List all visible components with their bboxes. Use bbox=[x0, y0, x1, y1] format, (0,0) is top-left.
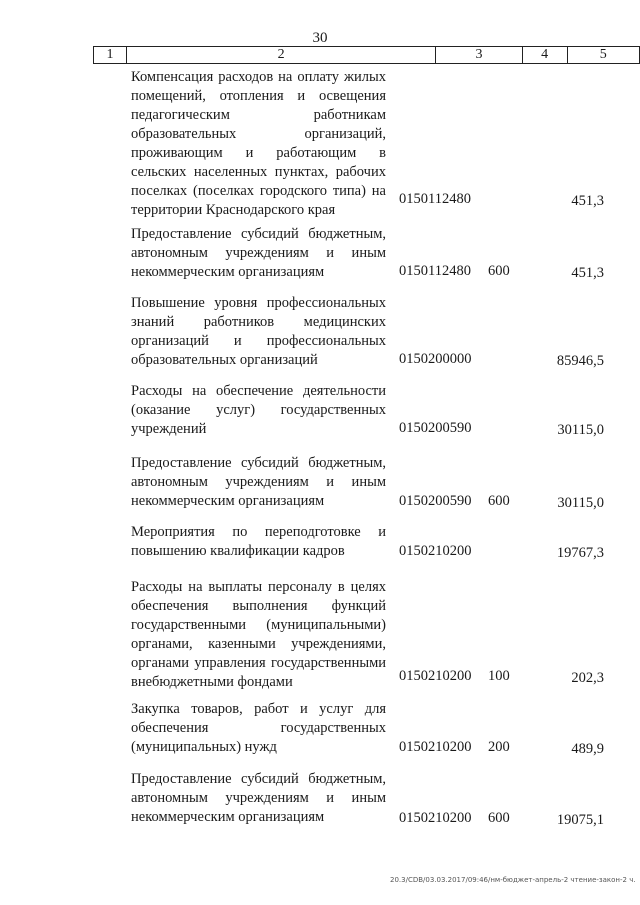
row-description: Расходы на обеспечение деятельности (оказание услуг) государственных учреждений bbox=[131, 383, 386, 437]
row-expense-type: 100 bbox=[488, 668, 510, 684]
row-amount: 202,3 bbox=[571, 670, 604, 686]
row-amount: 30115,0 bbox=[557, 495, 604, 511]
row-description: Предоставление субсидий бюджетным, автономным учреждениям и иным некоммерческим организациям bbox=[131, 771, 386, 825]
row-expense-type: 200 bbox=[488, 739, 510, 755]
column-header-5: 5 bbox=[567, 47, 639, 64]
column-header-3: 3 bbox=[436, 47, 522, 64]
row-code: 0150210200 bbox=[399, 543, 472, 559]
row-code: 0150210200 bbox=[399, 668, 472, 684]
row-code: 0150200590 bbox=[399, 420, 472, 436]
row-code: 0150200000 bbox=[399, 351, 472, 367]
row-description: Повышение уровня профессиональных знаний работников медицинских организаций и профессиональных образовательных организаций bbox=[131, 295, 386, 368]
row-description: Закупка товаров, работ и услуг для обеспечения государственных (муниципальных) нужд bbox=[131, 701, 386, 755]
row-code: 0150200590 bbox=[399, 493, 472, 509]
row-expense-type: 600 bbox=[488, 493, 510, 509]
footer-file-path: 20.3/CDB/03.03.2017/09:46/нм-бюджет-апрель-2 чтение-закон-2 ч. bbox=[390, 876, 636, 884]
row-amount: 451,3 bbox=[571, 265, 604, 281]
row-amount: 85946,5 bbox=[556, 353, 604, 369]
row-amount: 19075,1 bbox=[556, 812, 604, 828]
row-description: Компенсация расходов на оплату жилых помещений, отопления и освещения педагогическим работникам образовательных организаций, проживающим и работающим в сельских населенных пунктах, рабочих поселках (поселках городского типа) на территории Краснодарского края bbox=[131, 69, 386, 218]
column-header-1: 1 bbox=[94, 47, 127, 64]
row-code: 0150210200 bbox=[399, 739, 472, 755]
row-amount: 451,3 bbox=[571, 193, 604, 209]
row-code: 0150210200 bbox=[399, 810, 472, 826]
row-expense-type: 600 bbox=[488, 263, 510, 279]
row-description: Расходы на выплаты персоналу в целях обеспечения выполнения функций государственными (муниципальными) органами, казенными учреждениями, органами управления государственными внебюджетными фондами bbox=[131, 579, 386, 690]
row-amount: 19767,3 bbox=[556, 545, 604, 561]
row-code: 0150112480 bbox=[399, 263, 471, 279]
page-number: 30 bbox=[312, 30, 328, 46]
row-description: Предоставление субсидий бюджетным, автономным учреждениям и иным некоммерческим организациям bbox=[131, 226, 386, 280]
column-header-4: 4 bbox=[522, 47, 567, 64]
table-header bbox=[93, 46, 640, 64]
row-amount: 30115,0 bbox=[557, 422, 604, 438]
row-description: Предоставление субсидий бюджетным, автономным учреждениям и иным некоммерческим организациям bbox=[131, 455, 386, 509]
row-code: 0150112480 bbox=[399, 191, 471, 207]
row-description: Мероприятия по переподготовке и повышению квалификации кадров bbox=[131, 524, 386, 559]
column-header-2: 2 bbox=[126, 47, 436, 64]
row-expense-type: 600 bbox=[488, 810, 510, 826]
row-amount: 489,9 bbox=[571, 741, 604, 757]
